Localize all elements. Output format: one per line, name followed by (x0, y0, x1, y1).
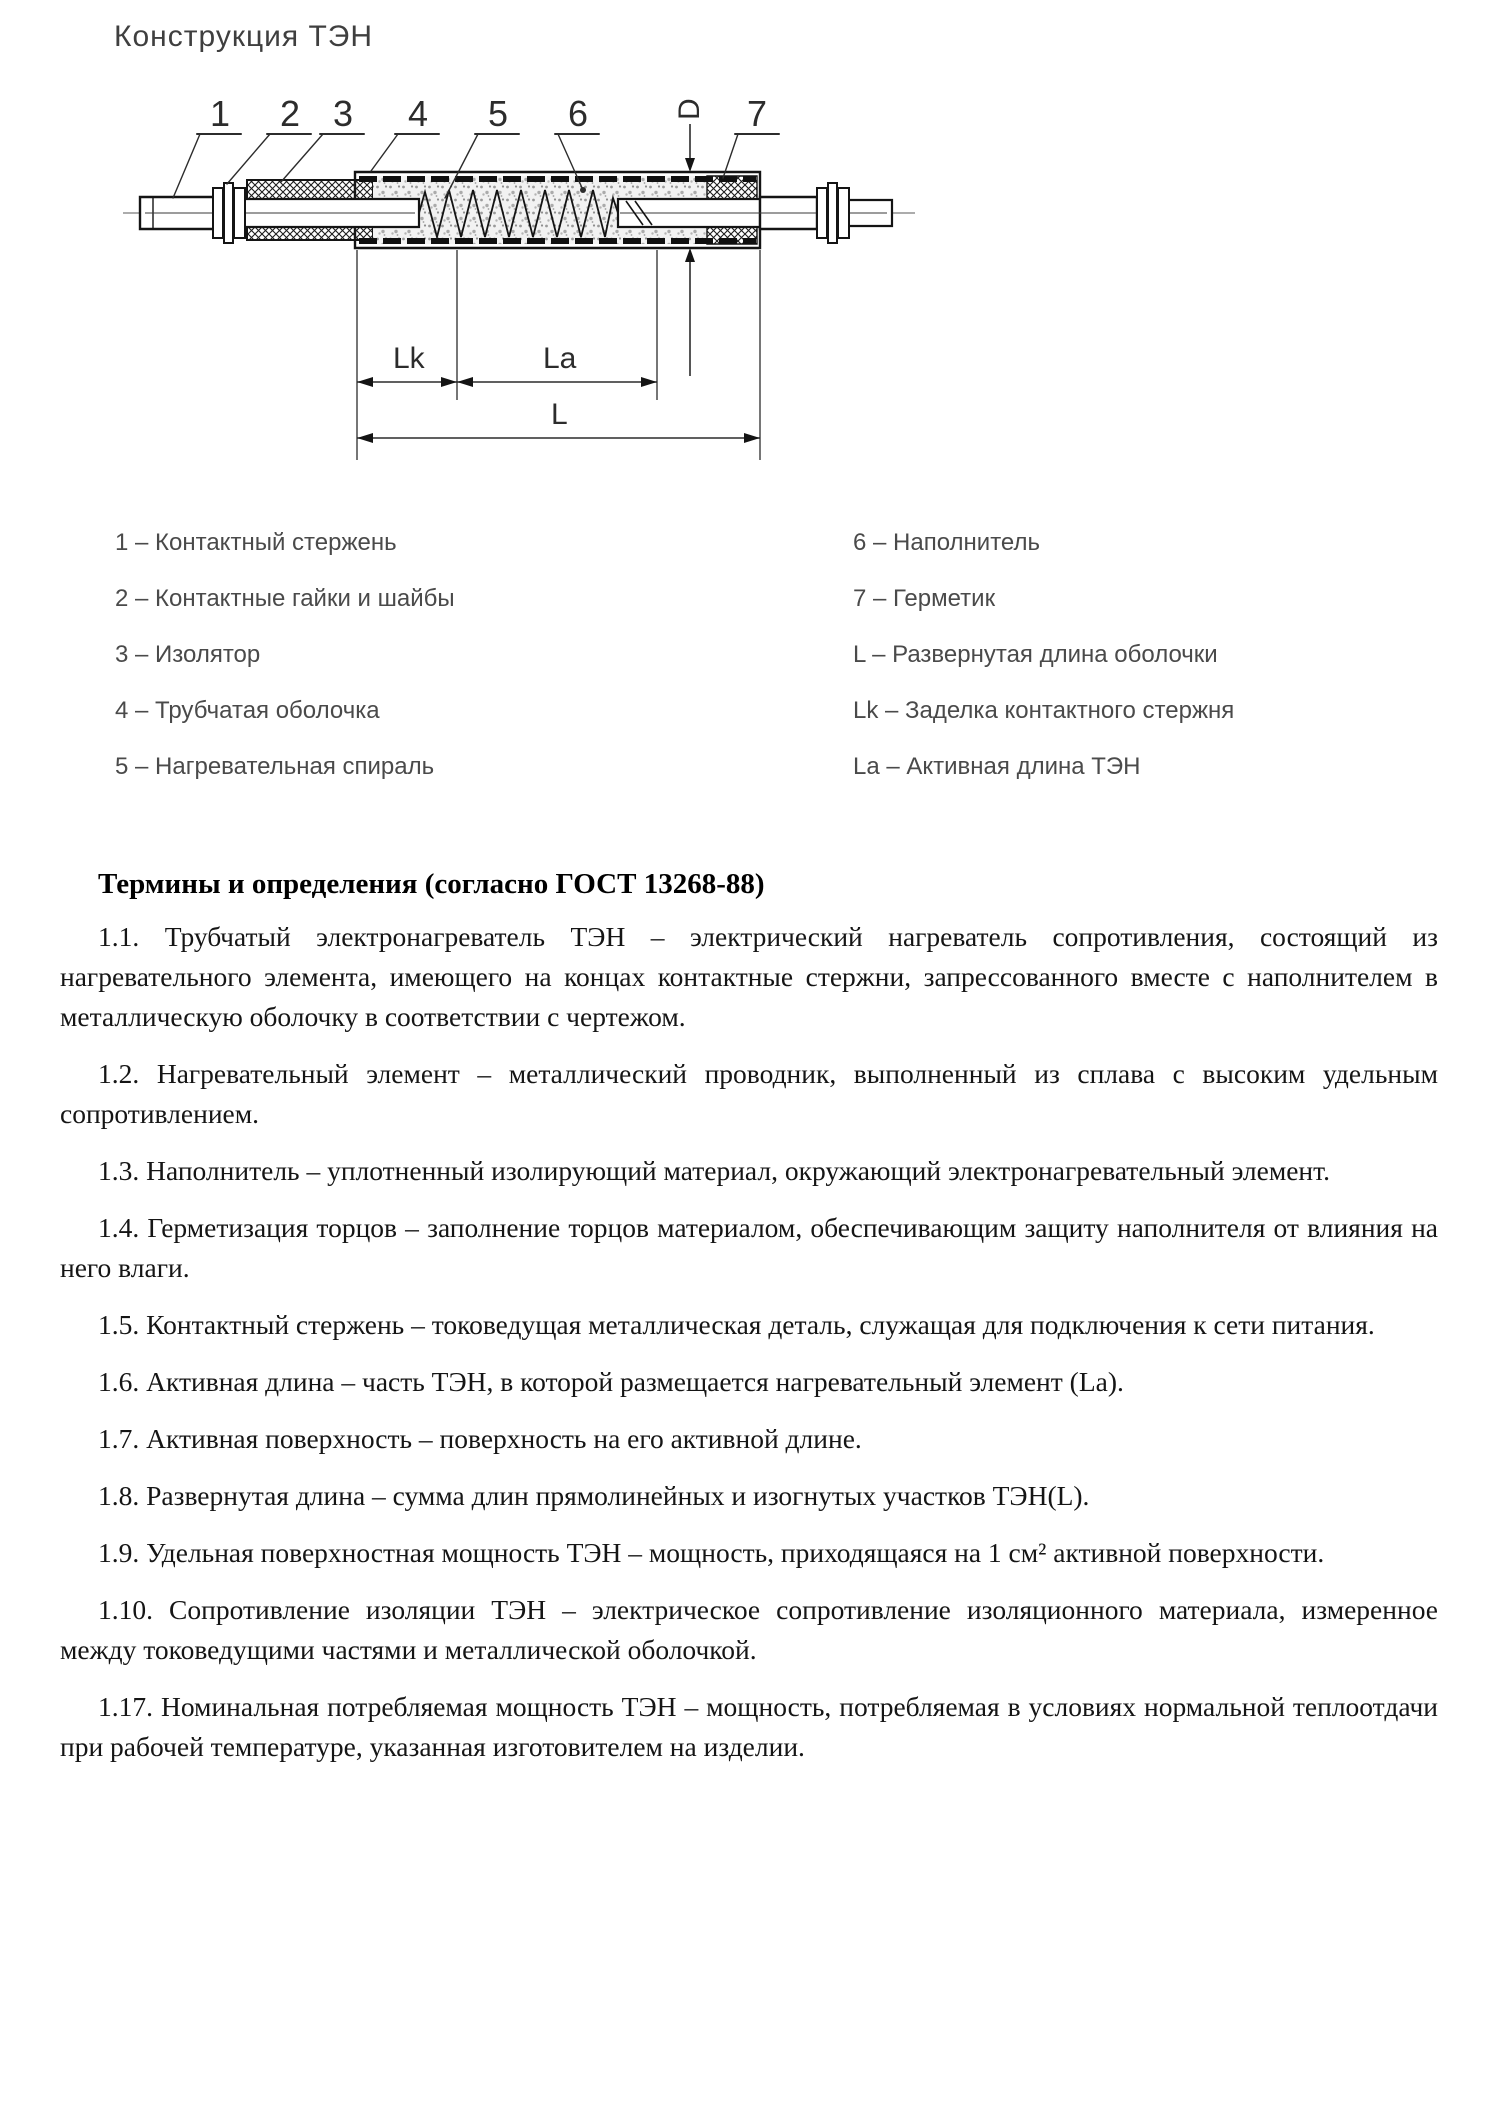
la-label: La (543, 342, 577, 375)
legend-item-la: La – Активная длина ТЭН (853, 753, 1141, 780)
terms-heading: Термины и определения (согласно ГОСТ 13268-88) (98, 868, 765, 900)
term-paragraph-1-9: 1.9. Удельная поверхностная мощность ТЭН – мощность, приходящаяся на 1 см² активной поверхности. (98, 1537, 1325, 1568)
callout-3: 3 (333, 93, 354, 134)
diagram-title: Конструкция ТЭН (114, 20, 374, 53)
heater-construction-diagram (115, 80, 935, 480)
term-paragraph-1-8: 1.8. Развернутая длина – сумма длин прямолинейных и изогнутых участков ТЭН(L). (98, 1480, 1090, 1511)
diameter-label: D (673, 98, 706, 120)
dimension-la (457, 342, 657, 387)
legend-item-2: 2 – Контактные гайки и шайбы (115, 585, 455, 612)
term-paragraph-1-10: 1.10. Сопротивление изоляции ТЭН – электрическое сопротивление изоляционного материала, измеренное между токоведущими частями и металлической оболочкой. (60, 1594, 1438, 1665)
legend-item-3: 3 – Изолятор (115, 641, 261, 668)
contact-nuts-left (213, 183, 245, 243)
term-paragraph-1-6: 1.6. Активная длина – часть ТЭН, в которой размещается нагревательный элемент (La). (98, 1366, 1124, 1397)
heater-diagram-svg (115, 80, 935, 480)
term-paragraph-1-3: 1.3. Наполнитель – уплотненный изолирующий материал, окружающий электронагревательный элемент. (98, 1155, 1330, 1186)
legend-right-column (853, 528, 1234, 808)
lk-label: Lk (393, 342, 425, 375)
term-paragraph-1-1: 1.1. Трубчатый электронагреватель ТЭН – электрический нагреватель сопротивления, состоящий из нагревательного элемента, имеющего на концах контактные стержни, запрессованного вместе с наполнителем в металлическую оболочку в соответствии с чертежом. (60, 921, 1438, 1032)
callout-6: 6 (568, 93, 589, 134)
terms-section (60, 868, 1438, 1784)
legend-item-lk: Lk – Заделка контактного стержня (853, 697, 1235, 724)
legend-item-1: 1 – Контактный стержень (115, 529, 397, 556)
term-paragraph-1-7: 1.7. Активная поверхность – поверхность на его активной длине. (98, 1423, 862, 1454)
legend-item-4: 4 – Трубчатая оболочка (115, 697, 380, 724)
callout-1: 1 (210, 93, 231, 134)
term-paragraph-1-2: 1.2. Нагревательный элемент – металлический проводник, выполненный из сплава с высоким удельным сопротивлением. (60, 1058, 1438, 1129)
callout-7: 7 (747, 93, 768, 134)
legend-left-column (115, 528, 455, 808)
term-paragraph-1-17: 1.17. Номинальная потребляемая мощность ТЭН – мощность, потребляемая в условиях нормальной теплоотдачи при рабочей температуре, указанная изготовителем на изделии. (60, 1691, 1438, 1762)
l-label: L (551, 398, 568, 431)
contact-nuts-right (817, 183, 849, 243)
callout-5: 5 (488, 93, 509, 134)
legend-item-7: 7 – Герметик (853, 585, 996, 612)
dimension-lk (357, 342, 457, 387)
contact-rod-right (618, 197, 892, 229)
legend-item-5: 5 – Нагревательная спираль (115, 753, 435, 780)
contact-rod-left (140, 197, 419, 229)
callout-4: 4 (408, 93, 429, 134)
term-paragraph-1-5: 1.5. Контактный стержень – токоведущая металлическая деталь, служащая для подключения к сети питания. (98, 1309, 1375, 1340)
dimension-l (357, 398, 760, 443)
term-paragraph-1-4: 1.4. Герметизация торцов – заполнение торцов материалом, обеспечивающим защиту наполнителя от влияния на него влаги. (60, 1212, 1438, 1283)
callout-2: 2 (280, 93, 301, 134)
legend-item-l: L – Развернутая длина оболочки (853, 641, 1218, 668)
legend-item-6: 6 – Наполнитель (853, 529, 1040, 556)
